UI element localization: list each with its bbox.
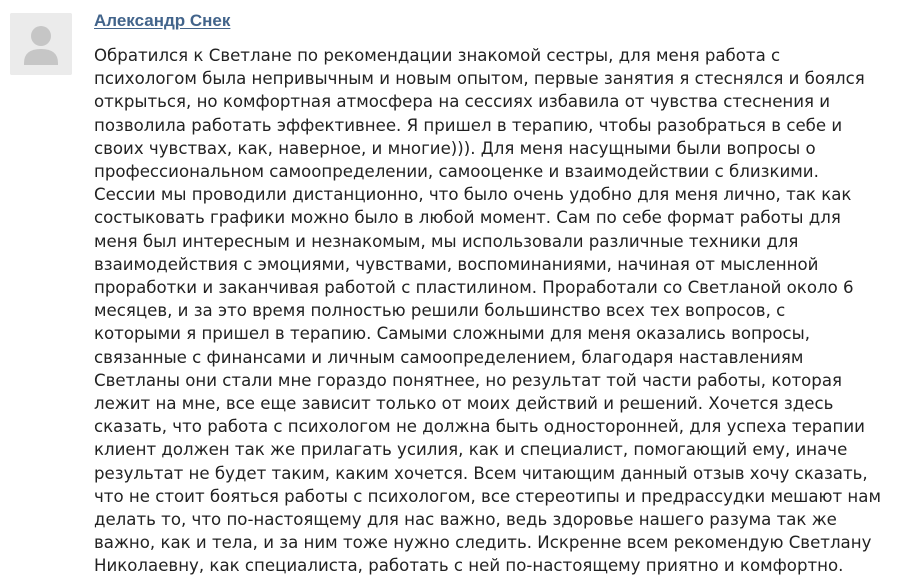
review-text: Обратился к Светлане по рекомендации знакомой сестры, для меня работа с психологом была непривычным и новым опытом, первые занятия я стеснялся и боялся открыться, но комфортная атмосфера на сессиях избавила от чувства стеснения и позволила работать эффективнее. Я пришел в терапию, чтобы разобраться в себе и своих чувствах, как, наверное, и многие))). Для меня насущными были вопросы о профессиональном самоопределении, самооценке и взаимодействии с близкими. Сессии мы проводили дистанционно, что было очень удобно для меня лично, так как состыковать графики можно было в любой момент. Сам по себе формат работы для меня был интересным и незнакомым, мы использовали различные техники для взаимодействия с эмоциями, чувствами, воспоминаниями, начиная от мысленной проработки и заканчивая работой с пластилином. Проработали со Светланой около 6 месяцев, и за это время полностью решили большинство всех тех вопросов, с которыми я пришел в терапию. Самыми сложными для меня оказались вопросы, связанные с финансами и личным самоопределением, благодаря наставлениям Светланы они стали мне гораздо понятнее, но результат той части работы, которая лежит на мне, все еще зависит только от моих действий и решений. Хочется здесь сказать, что работа с психологом не должна быть односторонней, для успеха терапии клиент должен так же прилагать усилия, как и специалист, помогающий ему, иначе результат не будет таким, каким хочется. Всем читающим данный отзыв хочу сказать, что не стоит бояться работы с психологом, все стереотипы и предрассудки мешают нам делать то, что по-настоящему для нас важно, ведь здоровье нашего разума так же важно, как и тела, и за ним тоже нужно следить. Искренне всем рекомендую Светлану Николаевну, как специалиста, работать с ней по-настоящему приятно и комфортно. bbox=[94, 46, 881, 576]
user-silhouette-icon bbox=[10, 13, 72, 75]
avatar[interactable] bbox=[10, 13, 72, 75]
author-name-link[interactable]: Александр Снек bbox=[94, 11, 231, 30]
